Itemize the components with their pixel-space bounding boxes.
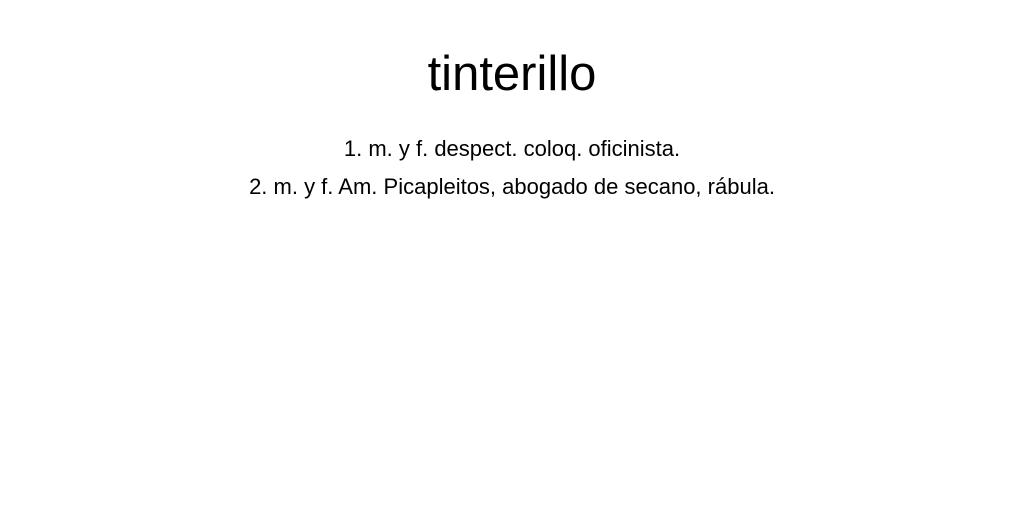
definition-list	[0, 130, 1024, 206]
entry-title: tinterillo	[427, 47, 597, 101]
definition-2: 2. m. y f. Am. Picapleitos, abogado de secano, rábula.	[249, 174, 775, 199]
definition-1: 1. m. y f. despect. coloq. oficinista.	[343, 136, 681, 161]
